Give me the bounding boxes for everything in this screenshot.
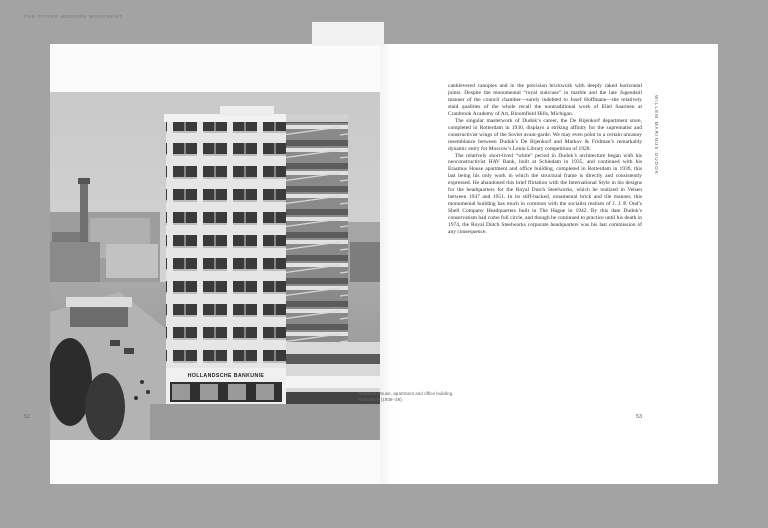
running-head: THE OTHER MODERN MOVEMENT [24,14,123,19]
photo-caption: Erasmus House, apartment and office building, Rotterdam (1938–39). [358,391,454,402]
paragraph: The singular masterwork of Dudok’s career, the De Bijenkorf department store, completed in Rotterdam in 1930, displays a striking affinity for the suprematist and constructivist wings of the Soviet avant-garde. We may even point to a certain uncanny resemblance between Dudok’s De Bijenkorf and Markov & Fridman’s remarkably dynamic entry for Moscow’s Lenin Library competition of 1928. [448,117,642,152]
bank-sign: HOLLANDSCHE BANKUNIE [187,373,265,379]
paragraph: The relatively short-lived “white” period in Dudok’s architecture began with his neoconstructivist HAV Bank, built at Schiedam in 1935, and continued with his Erasmus House apartment and office building, completed in Rotterdam in 1939, this last being his only work in which the structural frame is directly and consistently expressed. He abandoned this brief flirtation with the International Style in his designs for the headquarters for the Royal Dutch Steelworks, which he realized in Velsen between 1947 and 1951. In its stiff-backed, ornamental brick and tile manner, this monumental building has much in common with the socialist realism of J. J. P. Oud’s Shell Company Headquarters built in The Hague in 1942. By this date Dudok’s conservatism had come full circle, and though he continued to practice until his death in 1974, the Royal Dutch Steelworks corporate headquarters was his last commission of any consequence. [448,152,642,236]
side-title: WILLEM MARINUS DUDOK [654,95,659,175]
building-photo [50,92,380,440]
page-number-right: 53 [636,414,643,420]
paragraph: cantilevered canopies and in the precision brickwork with deeply raked horizontal joints. Despite the monumental “royal staircase” in marble and the late Jugendstil manner of the council chamber—surely indebted to Josef Hoffmann—the relatively staid qualities of the whole recall the nontraditional work of Eliel Saarinen at Cranbrook Academy of Art, Bloomfield Hills, Michigan. [448,83,642,117]
scan-shadow [312,22,384,46]
body-text [448,83,642,236]
page-number-left: 52 [24,414,31,420]
